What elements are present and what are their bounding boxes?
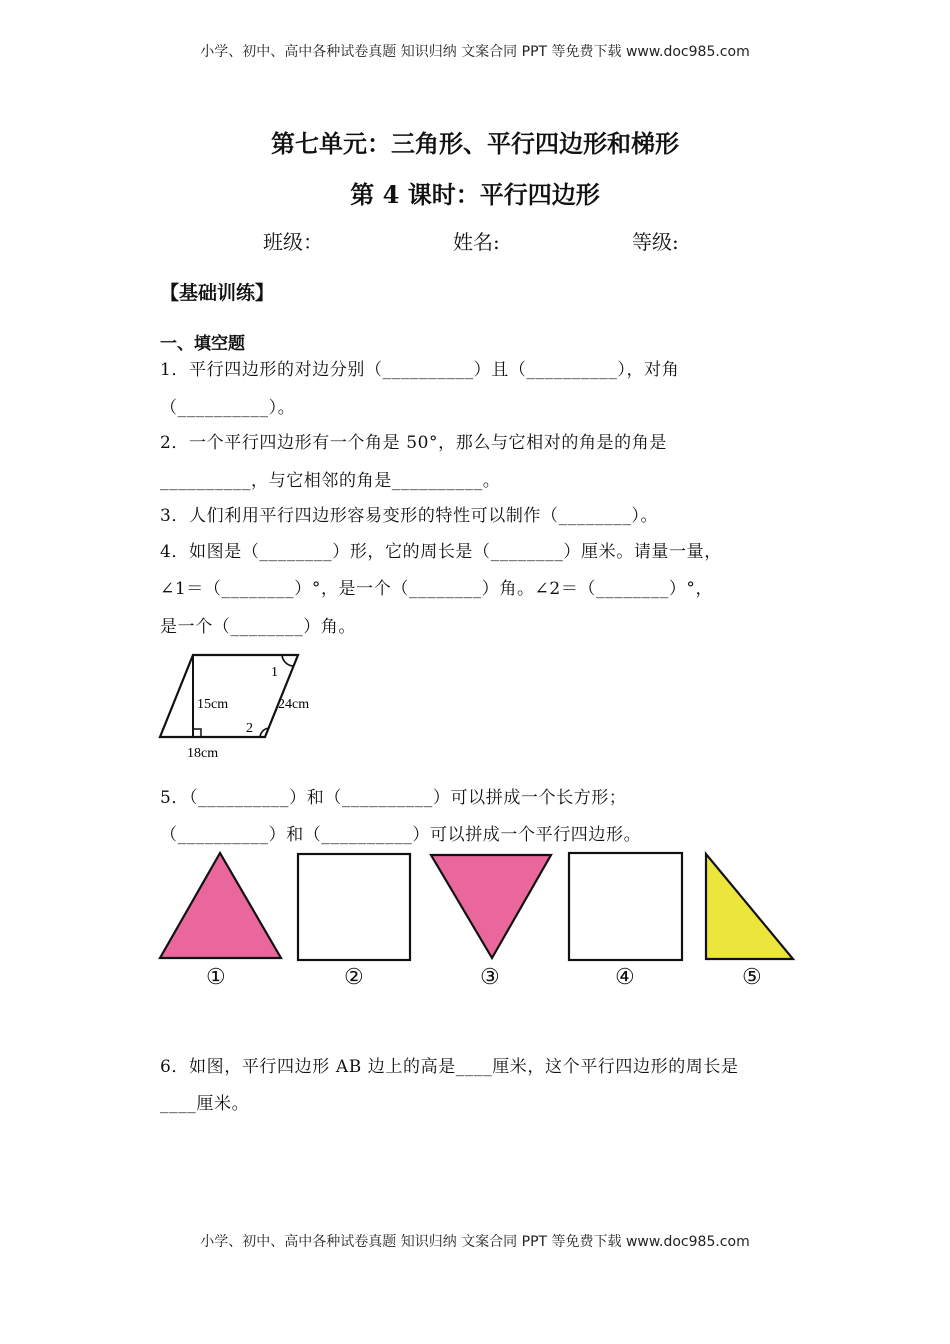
page-header: 小学、初中、高中各种试卷真题 知识归纳 文案合同 PPT 等免费下载 www.doc985.com bbox=[200, 44, 750, 60]
lesson-title: 第 4 课时：平行四边形 bbox=[350, 180, 600, 209]
part-title: 一、填空题 bbox=[160, 334, 245, 354]
question-3: 3．人们利用平行四边形容易变形的特性可以制作（________）。 bbox=[160, 506, 659, 526]
question-4-line-3: 是一个（________）角。 bbox=[160, 617, 356, 637]
question-5-line-1: 5．（__________）和（__________）可以拼成一个长方形； bbox=[160, 788, 627, 808]
shape-4-square bbox=[569, 853, 682, 960]
question-2-line-2: __________，与它相邻的角是__________。 bbox=[160, 471, 501, 491]
name-label: 姓名: bbox=[453, 230, 500, 254]
section-title: 【基础训练】 bbox=[160, 282, 275, 304]
height-label: 15cm bbox=[197, 697, 229, 712]
question-1-line-1: 1．平行四边形的对边分别（__________）且（__________），对角 bbox=[160, 360, 680, 380]
shape-5-label: ⑤ bbox=[742, 965, 762, 990]
side-label: 24cm bbox=[278, 697, 310, 712]
shapes-figure bbox=[155, 848, 800, 966]
shape-5-yellow-triangle bbox=[706, 854, 793, 959]
shape-3-label: ③ bbox=[480, 965, 500, 990]
shape-4-label: ④ bbox=[615, 965, 635, 990]
shape-3-pink-triangle bbox=[431, 855, 551, 958]
base-label: 18cm bbox=[187, 746, 219, 761]
page-footer: 小学、初中、高中各种试卷真题 知识归纳 文案合同 PPT 等免费下载 www.doc985.com bbox=[200, 1234, 750, 1250]
angle-2-label: 2 bbox=[246, 721, 253, 736]
unit-title: 第七单元：三角形、平行四边形和梯形 bbox=[271, 129, 679, 158]
class-label: 班级： bbox=[263, 230, 323, 254]
shape-2-label: ② bbox=[344, 965, 364, 990]
question-5-line-2: （__________）和（__________）可以拼成一个平行四边形。 bbox=[160, 825, 642, 845]
shape-2-square bbox=[298, 854, 410, 960]
question-2-line-1: 2．一个平行四边形有一个角是 50°，那么与它相对的角是的角是 bbox=[160, 433, 667, 453]
parallelogram-figure bbox=[155, 648, 330, 763]
question-4-line-1: 4．如图是（________）形，它的周长是（________）厘米。请量一量， bbox=[160, 542, 722, 562]
question-4-line-2: ∠1＝（________）°，是一个（________）角。∠2＝（________）°， bbox=[160, 579, 714, 599]
question-1-line-2: （__________）。 bbox=[160, 398, 296, 418]
angle-1-label: 1 bbox=[271, 665, 278, 680]
shape-1-pink-triangle bbox=[160, 853, 281, 958]
right-angle-mark bbox=[193, 729, 201, 737]
question-6-line-2: ____厘米。 bbox=[160, 1094, 250, 1114]
angle-1-arc bbox=[282, 655, 293, 666]
question-6-line-1: 6．如图，平行四边形 AB 边上的高是____厘米，这个平行四边形的周长是 bbox=[160, 1057, 739, 1077]
shape-1-label: ① bbox=[206, 965, 226, 990]
grade-label: 等级: bbox=[632, 230, 679, 254]
